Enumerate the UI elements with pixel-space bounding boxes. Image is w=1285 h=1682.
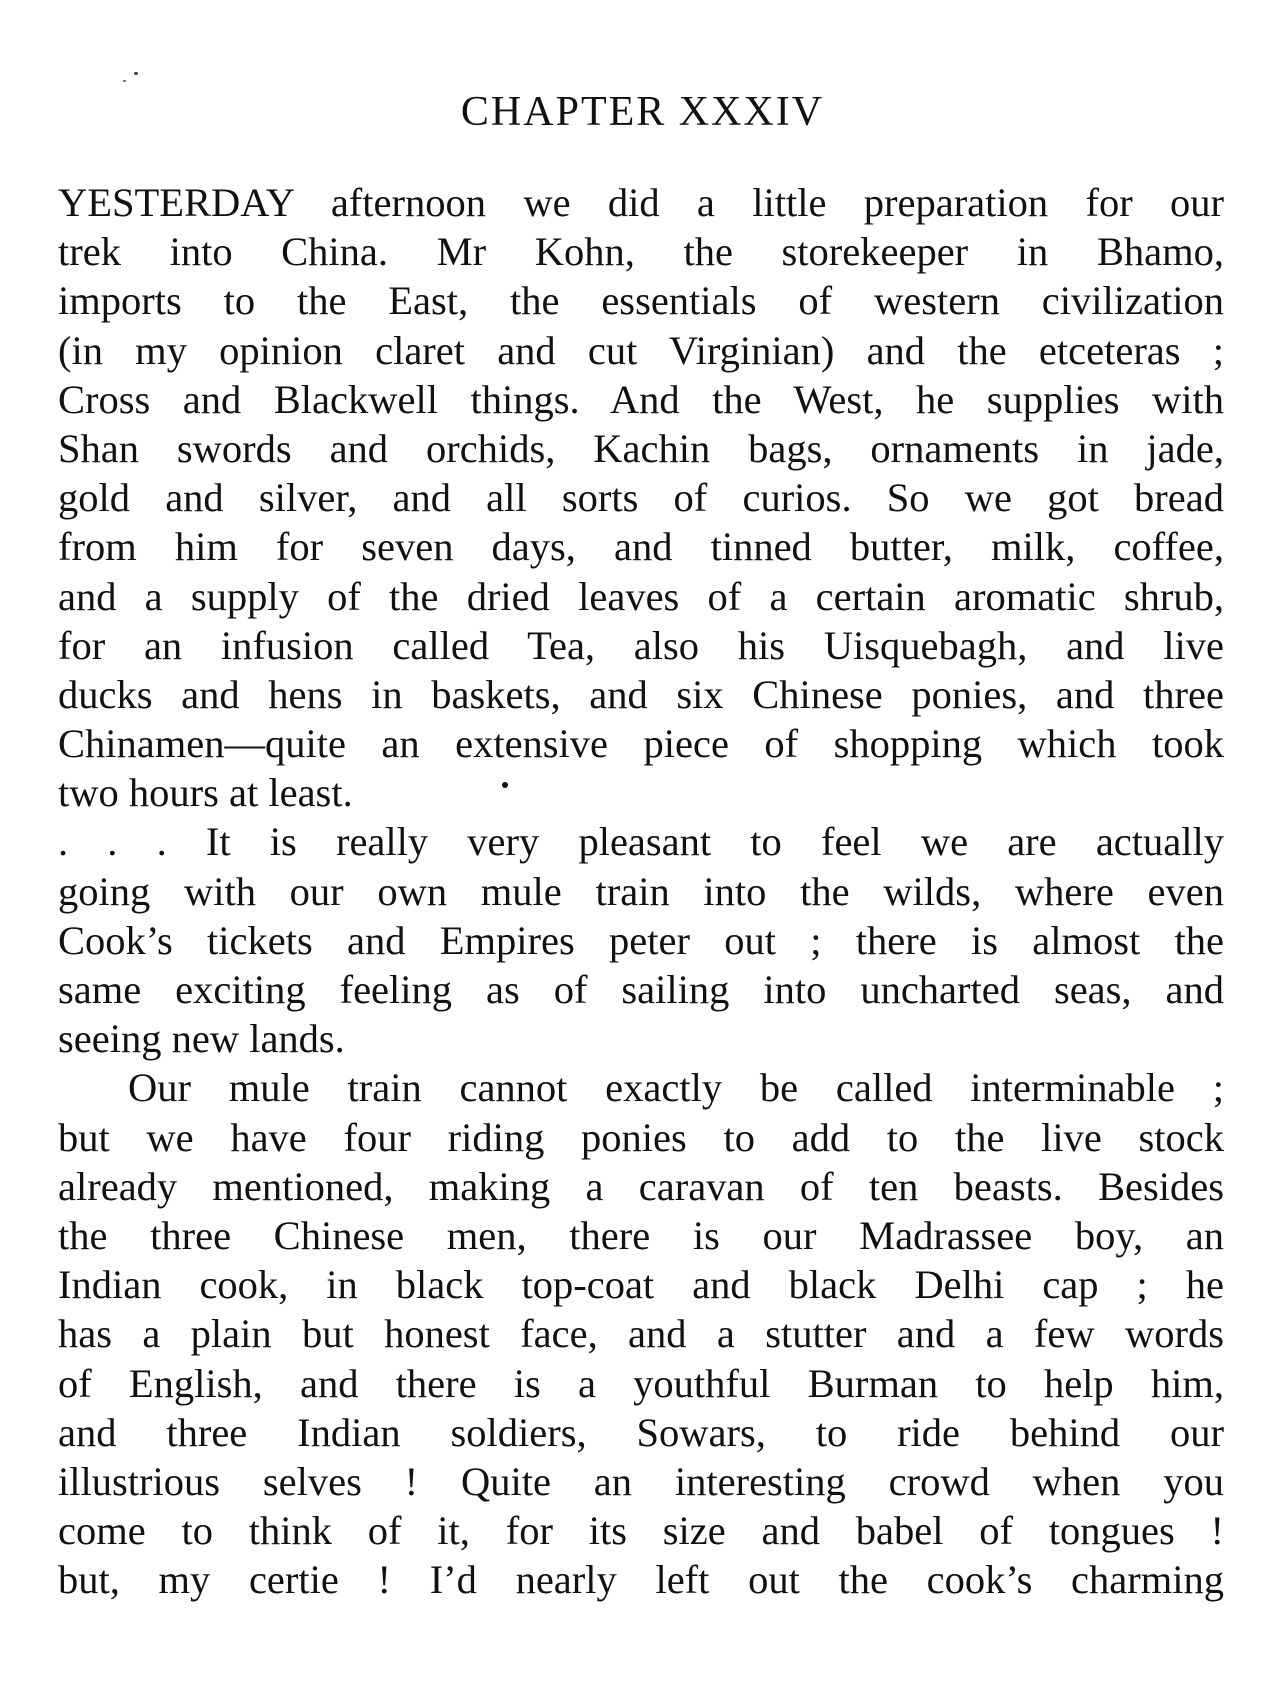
text-line: from him for seven days, and tinned butter, milk, coffee, bbox=[58, 524, 1224, 570]
text-line: come to think of it, for its size and babel of tongues ! bbox=[58, 1508, 1224, 1554]
text-line: seeing new lands. bbox=[58, 1016, 345, 1062]
ink-speck bbox=[123, 80, 126, 82]
text-line: but we have four riding ponies to add to the live stock bbox=[58, 1114, 1224, 1160]
text-line: ducks and hens in baskets, and six Chinese ponies, and three bbox=[58, 671, 1224, 717]
text-line: Cross and Blackwell things. And the West, he supplies with bbox=[58, 376, 1224, 422]
text-line: two hours at least. bbox=[58, 770, 353, 816]
text-line: and three Indian soldiers, Sowars, to ride behind our bbox=[58, 1409, 1224, 1455]
text-line: YESTERDAY afternoon we did a little preparation for our bbox=[58, 180, 1224, 225]
text-line: Cook’s tickets and Empires peter out ; there is almost the bbox=[58, 917, 1224, 963]
text-line: Chinamen—quite an extensive piece of shopping which took bbox=[58, 721, 1224, 767]
text-line: and a supply of the dried leaves of a certain aromatic shrub, bbox=[58, 573, 1224, 619]
chapter-title: CHAPTER XXXIV bbox=[460, 89, 825, 135]
text-line: of English, and there is a youthful Burman to help him, bbox=[58, 1360, 1224, 1406]
ink-dot bbox=[502, 782, 508, 788]
text-line: Indian cook, in black top-coat and black Delhi cap ; he bbox=[58, 1262, 1224, 1308]
text-line: going with our own mule train into the wilds, where even bbox=[58, 868, 1224, 914]
text-line: Our mule train cannot exactly be called interminable ; bbox=[128, 1065, 1224, 1111]
text-line: (in my opinion claret and cut Virginian) and the etceteras ; bbox=[58, 327, 1224, 373]
text-line: gold and silver, and all sorts of curios. So we got bread bbox=[58, 475, 1224, 521]
body-text bbox=[58, 178, 1224, 1604]
ink-speck bbox=[134, 72, 138, 75]
text-line: Shan swords and orchids, Kachin bags, ornaments in jade, bbox=[58, 425, 1224, 471]
text-line: already mentioned, making a caravan of ten beasts. Besides bbox=[58, 1163, 1224, 1209]
text-line: illustrious selves ! Quite an interesting crowd when you bbox=[58, 1458, 1224, 1504]
text-line: has a plain but honest face, and a stutter and a few words bbox=[58, 1311, 1224, 1357]
text-line: for an infusion called Tea, also his Uisquebagh, and live bbox=[58, 622, 1224, 668]
text-line: trek into China. Mr Kohn, the storekeeper in Bhamo, bbox=[58, 229, 1224, 275]
text-line: imports to the East, the essentials of western civilization bbox=[58, 278, 1224, 324]
text-line: but, my certie ! I’d nearly left out the cook’s charming bbox=[58, 1557, 1224, 1603]
text-line: . . . It is really very pleasant to feel we are actually bbox=[58, 819, 1224, 865]
text-line: same exciting feeling as of sailing into uncharted seas, and bbox=[58, 967, 1224, 1012]
text-line: the three Chinese men, there is our Madrassee boy, an bbox=[58, 1212, 1224, 1258]
